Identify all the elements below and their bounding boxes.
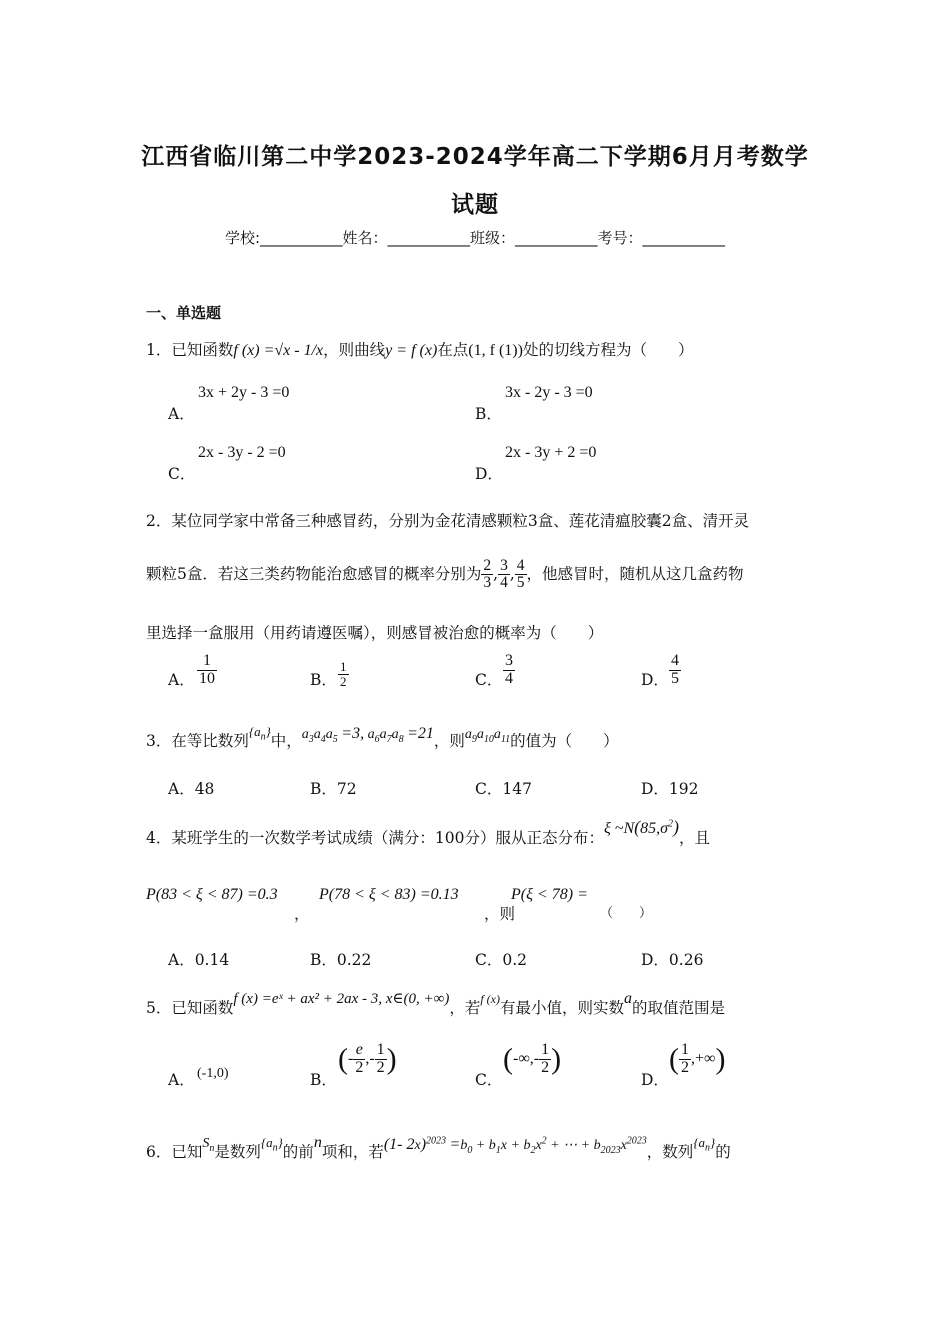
- option-a: A．0.14: [168, 951, 230, 969]
- question-text: ，则: [484, 905, 516, 923]
- fraction-4-5: $\frac{4}{5}$: [516, 557, 525, 592]
- question-4-line1: [146, 817, 711, 848]
- question-text: 处的切线方程为（ ）: [522, 341, 694, 359]
- variable-symbol: a: [624, 990, 633, 1007]
- option-value: (- $\frac{e}{2}$ ,- $\frac{1}{2}$ ): [338, 1041, 397, 1076]
- option-b: B．0.22: [310, 951, 372, 969]
- sequence-symbol: {an}: [693, 1135, 716, 1154]
- probability-formula: P(78 < ξ < 83) =0.13: [319, 886, 459, 903]
- student-info-fields: 学校:___________姓名：___________班级：___________考号：___________: [224, 229, 726, 247]
- option-label: C．: [475, 1071, 503, 1089]
- question-text: 在点: [437, 341, 469, 359]
- option-value: 2x - 3y + 2 =0: [505, 444, 597, 461]
- condition-formula: $a_3a_4a_5 =3$, $a_6a_7a_8 =21$: [301, 725, 434, 745]
- option-b: B．72: [310, 780, 357, 798]
- option-label: A．: [168, 405, 195, 423]
- variable-symbol: n: [313, 1134, 322, 1151]
- point-formula: (1, f (1)): [468, 342, 523, 359]
- question-text: ，若: [449, 999, 481, 1017]
- question-text: 的: [715, 1143, 731, 1161]
- question-text: 是数列: [214, 1143, 261, 1161]
- option-value: (-1,0): [197, 1066, 229, 1081]
- option-label: B．: [475, 405, 502, 423]
- function-formula: f (x) =√x - 1/x: [233, 342, 324, 359]
- sequence-symbol: {an}: [248, 724, 271, 743]
- function-formula: f (x) =eˣ + ax² + 2ax - 3, x∈(0, +∞): [233, 991, 450, 1007]
- normal-distribution-formula: ξ $\sim N(85,\sigma^2)$: [603, 817, 680, 837]
- option-value: ( $\frac{1}{2}$ ,+∞): [669, 1041, 726, 1076]
- option-c: C．147: [475, 780, 532, 798]
- option-value: 3x + 2y - 3 =0: [198, 384, 290, 401]
- question-text: 的值为（ ）: [510, 732, 619, 750]
- question-5: [146, 990, 726, 1018]
- option-value: 3x - 2y - 3 =0: [505, 384, 593, 401]
- target-formula: $a_9a_{10}a_{11}$: [464, 727, 511, 745]
- exam-title-line1: 江西省临川第二中学2023-2024学年高二下学期6月月考数学: [141, 144, 809, 170]
- question-text: 6．已知: [146, 1143, 203, 1161]
- option-d: D．0.26: [641, 951, 704, 969]
- option-label: B．: [310, 671, 337, 689]
- answer-blank: （ ）: [600, 906, 653, 921]
- option-value: 2x - 3y - 2 =0: [198, 444, 286, 461]
- question-text: 3．在等比数列: [146, 732, 249, 750]
- option-value: (-∞,- $\frac{1}{2}$ ): [503, 1041, 562, 1076]
- probability-formula: P(83 < ξ < 87) =0.3: [146, 886, 278, 903]
- option-c: C．0.2: [475, 951, 528, 969]
- question-text: 项和，若: [321, 1143, 384, 1161]
- option-value: $\frac{4}{5}$: [671, 652, 679, 687]
- question-text: ，他感冒时，随机从这几盒药物: [526, 564, 744, 583]
- function-symbol: f (x): [480, 992, 500, 1006]
- option-label: A．: [168, 1071, 195, 1089]
- option-value: $\frac{1}{10}$: [199, 652, 215, 687]
- question-text: ，则曲线: [323, 341, 386, 359]
- fraction-3-4: $\frac{3}{4}$: [500, 557, 508, 592]
- question-4-line2: [146, 885, 278, 904]
- question-text: ，数列: [646, 1143, 694, 1161]
- curve-formula: y = f (x): [385, 342, 438, 359]
- option-label: D．: [475, 465, 503, 483]
- question-text: 的取值范围是: [632, 999, 726, 1017]
- question-text: 的前: [282, 1143, 314, 1161]
- fraction-2-3: $\frac{2}{3}$: [483, 557, 492, 592]
- question-text: ，且: [679, 829, 711, 847]
- question-text: ，则: [433, 732, 465, 750]
- question-text: 4．某班学生的一次数学考试成绩（满分：100分）服从正态分布：: [146, 829, 604, 847]
- option-label: D．: [641, 671, 669, 689]
- probability-formula: P(ξ < 78) =: [511, 886, 588, 903]
- option-label: A．: [168, 671, 195, 689]
- question-number: 1．: [146, 341, 172, 359]
- option-value: $\frac{3}{4}$: [505, 652, 513, 687]
- separator: ，: [294, 905, 310, 923]
- option-a: A．48: [168, 780, 215, 798]
- question-2-line3: 里选择一盒服用（用药请遵医嘱），则感冒被治愈的概率为（ ）: [146, 624, 604, 642]
- question-text: 5．已知函数: [146, 999, 234, 1017]
- sum-symbol: $S_n$: [202, 1136, 215, 1154]
- section-heading-single-choice: 一、单选题: [146, 304, 222, 322]
- question-text: 已知函数: [171, 341, 234, 359]
- option-label: C．: [475, 671, 503, 689]
- option-d: D．192: [641, 780, 699, 798]
- option-label: B．: [310, 1071, 337, 1089]
- option-value: $\frac{1}{2}$: [340, 659, 347, 689]
- question-3: [146, 724, 619, 753]
- question-2-line1: 2．某位同学家中常备三种感冒药，分别为金花清感颗粒3盒、莲花清瘟胶囊2盒、清开灵: [146, 512, 750, 530]
- question-text: 有最小值，则实数: [500, 999, 625, 1017]
- question-1: [146, 338, 693, 360]
- binomial-expansion-formula: (1- $2x)^{2023} =b_0 + b_1x + b_2x^2$ + ⋯ + $b_{2023}x^{2023}$: [383, 1135, 647, 1156]
- option-label: D．: [641, 1071, 669, 1089]
- question-6: [146, 1134, 731, 1164]
- sequence-symbol: {an}: [260, 1135, 283, 1154]
- question-2-line2: 颗粒5盒．若这三类药物能治愈感冒的概率分别为 $\frac{2}{3}$ , $\frac{3}{4}$ , $\frac{4}{5}$ ，他感冒时，随机从这几盒药物: [146, 557, 744, 592]
- question-text: 颗粒5盒．若这三类药物能治愈感冒的概率分别为: [146, 564, 482, 583]
- option-label: C．: [168, 465, 196, 483]
- question-text: 中，: [270, 732, 302, 750]
- exam-title-line2: 试题: [451, 192, 499, 218]
